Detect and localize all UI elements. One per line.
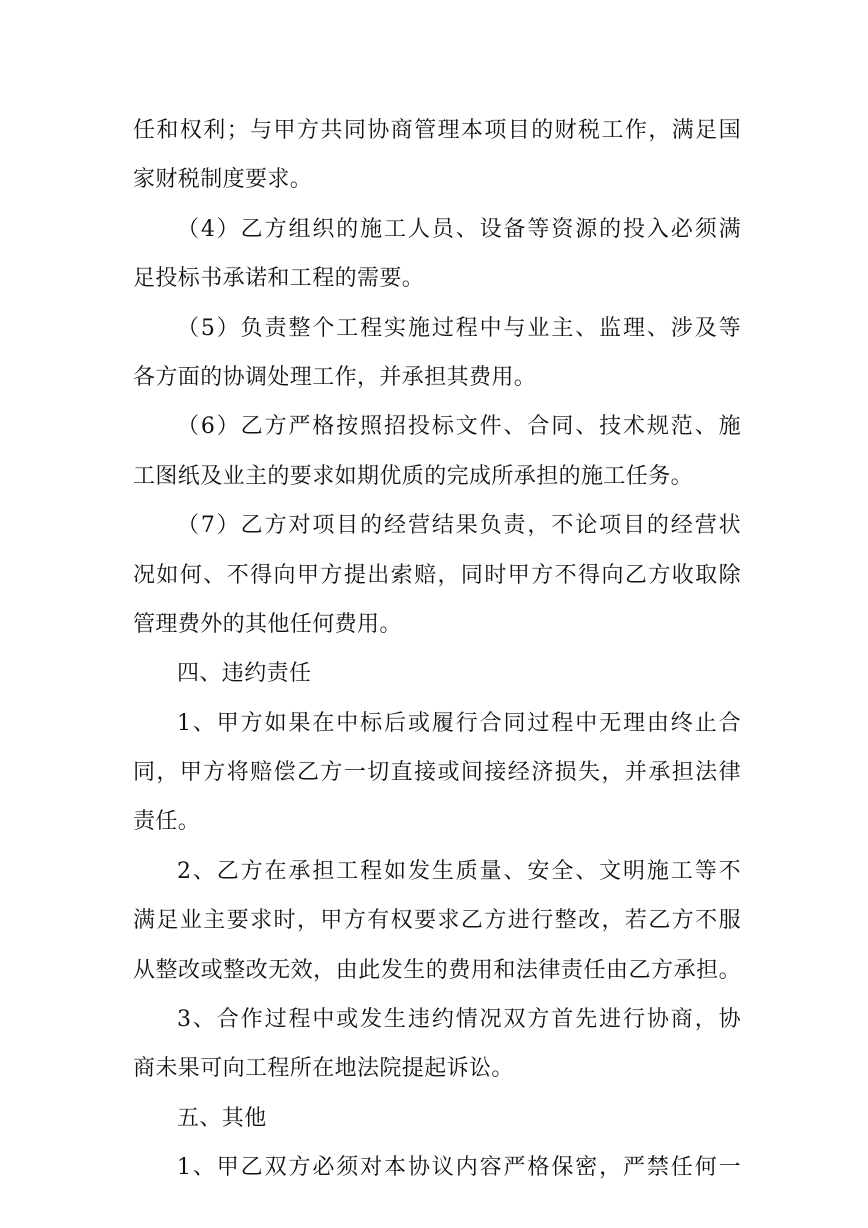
text-line: 五、其他 [177,1105,267,1131]
text-line: 各方面的协调处理工作，并承担其费用。 [133,364,537,390]
text-line: 四、违约责任 [177,661,312,687]
text-line: 从整改或整改无效，由此发生的费用和法律责任由乙方承担。 [133,957,741,983]
text-line: （6）乙方严格按照招投标文件、合同、技术规范、施 [177,414,741,440]
text-line: （5）负责整个工程实施过程中与业主、监理、涉及等 [177,315,741,341]
text-line: 同，甲方将赔偿乙方一切直接或间接经济损失，并承担法律 [133,760,741,786]
text-line: （7）乙方对项目的经营结果负责，不论项目的经营状 [177,513,741,539]
text-line: 3、合作过程中或发生违约情况双方首先进行协商，协 [177,1007,741,1033]
document-body [133,106,741,1193]
text-line: 工图纸及业主的要求如期优质的完成所承担的施工任务。 [133,463,694,489]
text-line: 管理费外的其他任何费用。 [133,611,402,637]
text-line: 任和权利；与甲方共同协商管理本项目的财税工作，满足国 [133,118,741,143]
text-line: 1、甲乙双方必须对本协议内容严格保密，严禁任何一 [177,1155,741,1181]
text-line: 足投标书承诺和工程的需要。 [133,266,425,292]
text-line: （4）乙方组织的施工人员、设备等资源的投入必须满 [177,216,741,242]
text-line: 商未果可向工程所在地法院提起诉讼。 [133,1056,514,1082]
text-line: 1、甲方如果在中标后或履行合同过程中无理由终止合 [177,710,741,736]
text-line: 满足业主要求时，甲方有权要求乙方进行整改，若乙方不服 [133,908,741,934]
text-line: 责任。 [133,809,201,835]
text-line: 2、乙方在承担工程如发生质量、安全、文明施工等不 [177,858,741,884]
text-line: 况如何、不得向甲方提出索赔，同时甲方不得向乙方收取除 [133,562,741,588]
text-line: 家财税制度要求。 [133,167,313,193]
